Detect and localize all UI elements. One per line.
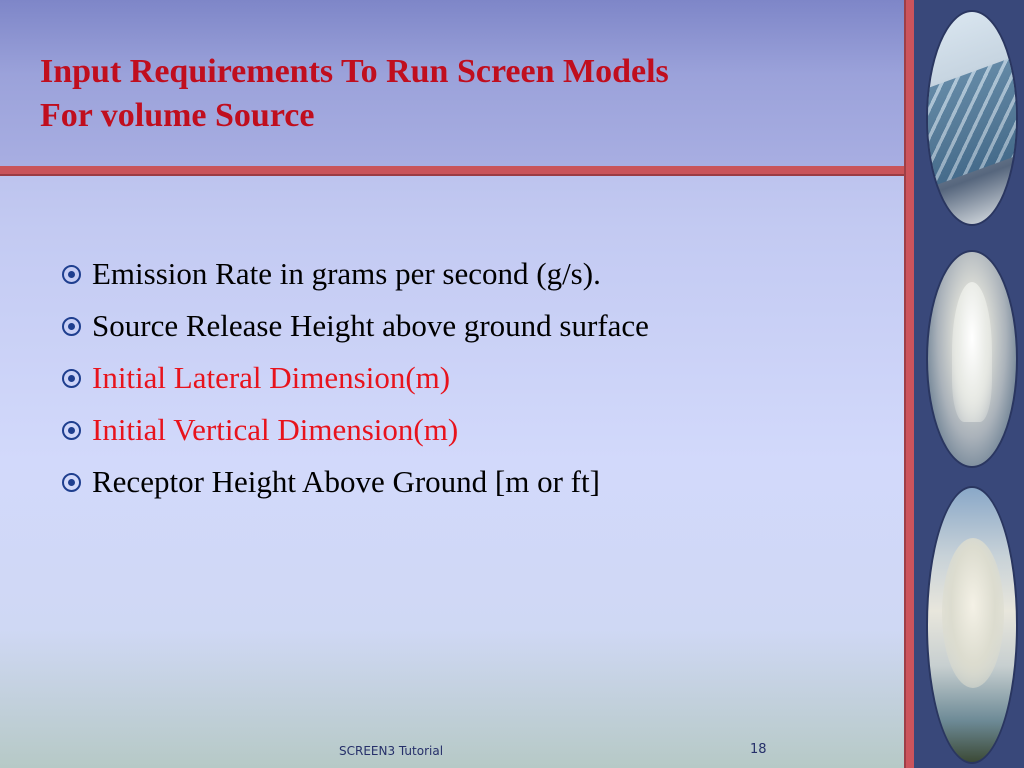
bullet-text: Initial Vertical Dimension(m) xyxy=(92,412,459,447)
bullet-text: Source Release Height above ground surface xyxy=(92,308,649,343)
footer-text: SCREEN3 Tutorial xyxy=(339,744,444,758)
building-photo xyxy=(926,10,1018,226)
geyser-photo xyxy=(926,250,1018,468)
bullet-item xyxy=(62,404,649,456)
bullet-item xyxy=(62,352,649,404)
bullet-text: Receptor Height Above Ground [m or ft] xyxy=(92,464,600,499)
circle-dot-icon xyxy=(62,473,81,492)
bullet-text: Emission Rate in grams per second (g/s). xyxy=(92,256,601,291)
circle-dot-icon xyxy=(62,421,81,440)
bullet-text: Initial Lateral Dimension(m) xyxy=(92,360,451,395)
bullet-list xyxy=(62,248,649,508)
smoke-plume-photo xyxy=(926,486,1018,764)
slide-title: Input Requirements To Run Screen Models For volume Source xyxy=(40,53,669,134)
bullet-item xyxy=(62,248,649,300)
circle-dot-icon xyxy=(62,265,81,284)
bullet-item xyxy=(62,456,649,508)
circle-dot-icon xyxy=(62,317,81,336)
header-divider xyxy=(0,166,904,176)
side-image-panel xyxy=(914,0,1024,768)
bullet-item xyxy=(62,300,649,352)
title-banner xyxy=(0,0,904,166)
slide-number: 18 xyxy=(750,742,767,757)
circle-dot-icon xyxy=(62,369,81,388)
